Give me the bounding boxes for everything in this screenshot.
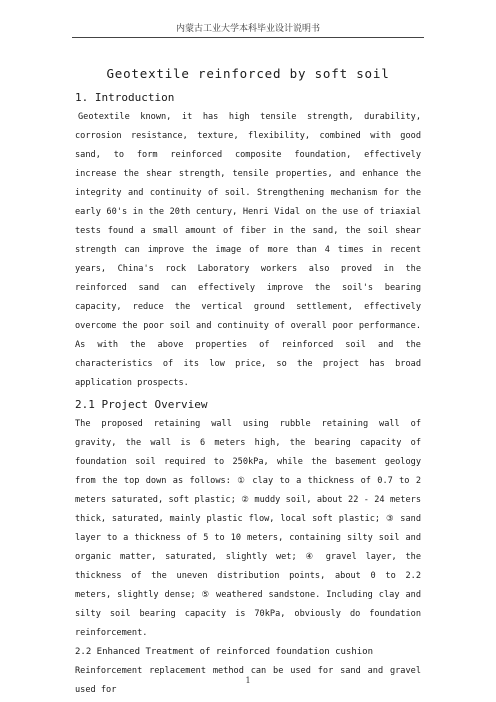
project-overview-paragraph: The proposed retaining wall using rubble retaining wall of gravity, the wall is 6 meters high, the bearing capacity of foundation soil required to 250kPa, while the basement geology from the top down as follows: ① clay to a thickness of 0.7 to 2 meters saturated, soft plastic; ② muddy soil, about 22 - 24 meters thick, saturated, mainly plastic flow, local soft plastic; ③ sand layer to a thickness of 5 to 10 meters, containing silty soil and organic matter, saturated, slightly wet; ④ gravel layer, the thickness of the uneven distribution points, about 0 to 2.2 meters, slightly dense; ⑤ weathered sandstone. Including clay and silty soil bearing capacity is 70kPa, obviously do foundation reinforcement. — [75, 419, 421, 638]
section-heading-introduction: 1. Introduction — [75, 91, 175, 104]
page-number: 1 — [245, 676, 251, 685]
introduction-paragraph: Geotextile known, it has high tensile strength, durability, corrosion resistance, texture, flexibility, combined with good sand, to form reinforced composite foundation, effectively increase the shear strength, tensile properties, and enhance the integrity and continuity of soil. Strengthening mechanism for the early 60's in the 20th century, Henri Vidal on the use of triaxial tests found a small amount of fiber in the sand, the soil shear strength can improve the image of more than 4 times in recent years, China's rock Laboratory workers also proved in the reinforced sand can effectively improve the soil's bearing capacity, reduce the vertical ground settlement, effectively overcome the poor soil and continuity of overall poor performance. As with the above properties of reinforced soil and the characteristics of its low price, so the project has broad application prospects. — [75, 112, 421, 388]
enhanced-treatment-paragraph: Reinforcement replacement method can be used for sand and gravel used for — [75, 666, 421, 695]
header-rule — [72, 37, 424, 38]
section-heading-project-overview: 2.1 Project Overview — [75, 398, 208, 411]
document-body — [75, 55, 421, 700]
section-heading-enhanced-treatment: 2.2 Enhanced Treatment of reinforced foundation cushion — [75, 647, 374, 657]
page-header: 内蒙古工业大学本科毕业设计说明书 — [175, 24, 320, 34]
document-title: Geotextile reinforced by soft soil — [106, 66, 390, 81]
